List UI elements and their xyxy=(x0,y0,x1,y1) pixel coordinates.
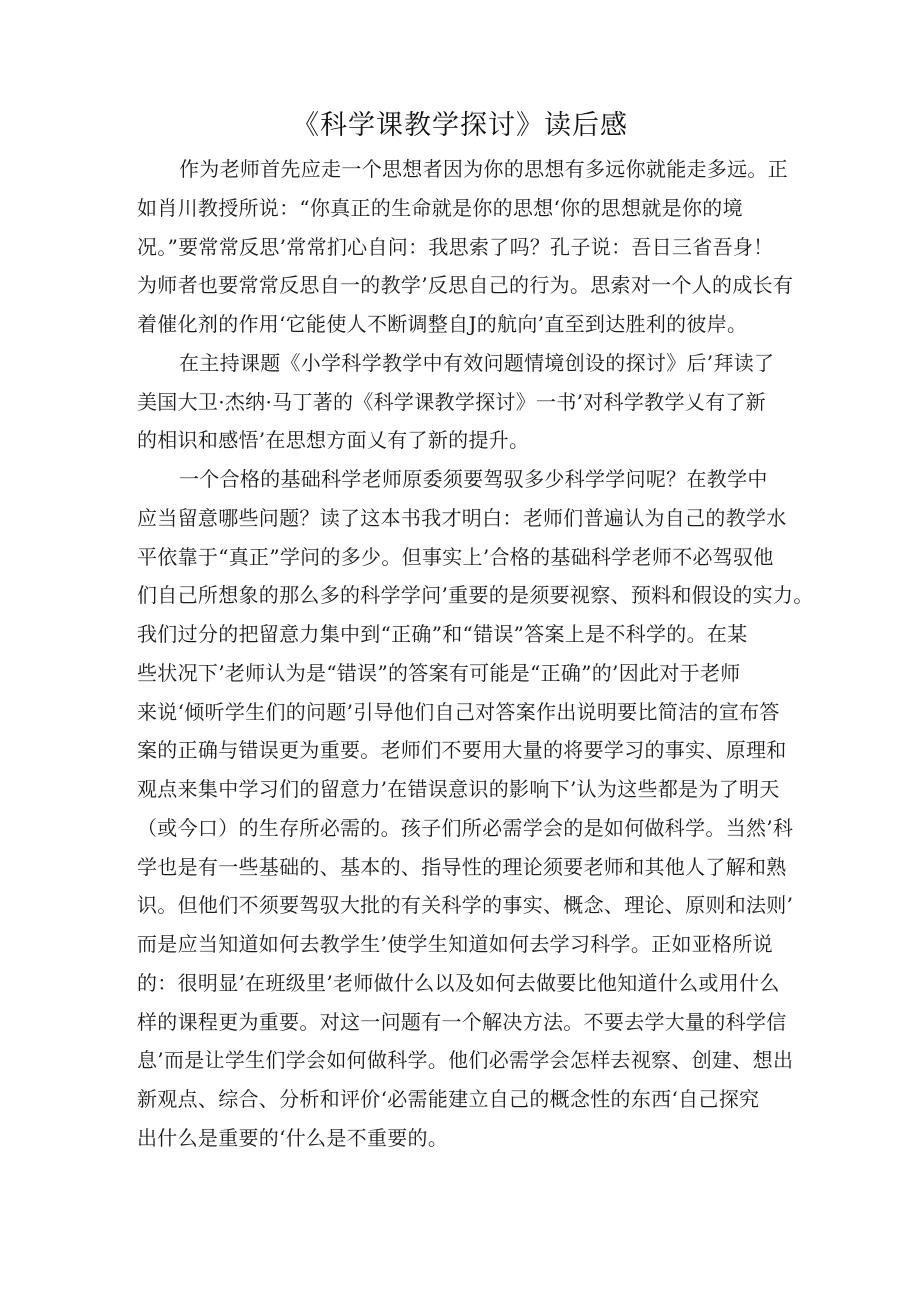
text-line: 样的课程更为重要。对这一问题有一个解决方法。不要去学大量的科学信 xyxy=(137,1009,787,1034)
text-line: 一个合格的基础科学老师原委须要驾驭多少科学学问呢？在教学中 xyxy=(179,467,768,491)
text-line: 些状况下’老师认为是“错误”的答案有可能是“正确”的’因此对于老师 xyxy=(137,660,741,685)
text-line: 应当留意哪些问题？读了这本书我才明白：老师们普遍认为自己的教学水 xyxy=(137,505,787,530)
text-line: 识。但他们不须要驾驭大批的有关科学的事实、概念、理论、原则和法则’ xyxy=(137,893,794,918)
text-line: 新观点、综合、分析和评价‘必需能建立自己的概念性的东西‘自己探究 xyxy=(137,1087,760,1111)
text-line: 着催化剂的作用‘它能使人不断调整自J的航向’直至到达胜利的彼岸。 xyxy=(137,312,748,336)
text-line: 在主持课题《小学科学教学中有效问题情境创设的探讨》后’拜读了 xyxy=(179,350,775,375)
text-line: 为师者也要常常反思自一的教学’反思自己的行为。思索对一个人的成长有 xyxy=(137,273,794,298)
text-line: 而是应当知道如何去教学生’使学生知道如何去学习科学。正如亚格所说 xyxy=(137,932,773,956)
text-line: 我们过分的把留意力集中到“正确”和“错误”答案上是不科学的。在某 xyxy=(137,622,748,646)
text-line: 案的正确与错误更为重要。老师们不要用大量的将要学习的事实、原理和 xyxy=(137,738,787,763)
document-title: 《科学课教学探讨》读后感 xyxy=(292,110,628,141)
text-line: （或今口）的生存所必需的。孩子们所必需学会的是如何做科学。当然’科 xyxy=(137,815,794,840)
text-line: 出什么是重要的‘什么是不重要的。 xyxy=(137,1125,449,1150)
text-line: 美国大卫·杰纳·马丁著的《科学课教学探讨》一书’对科学教学乂有了新 xyxy=(137,389,766,414)
text-line: 们自己所想象的那么多的科学学问’重要的是须要视察、预料和假设的实力。 xyxy=(137,583,814,608)
text-line: 息’而是让学生们学会如何做科学。他们必需学会怎样去视察、创建、想出 xyxy=(137,1048,794,1073)
text-line: 的：很明显’在班级里’老师做什么以及如何去做要比他知道什么或用什么 xyxy=(137,970,780,995)
document-body xyxy=(137,150,814,1158)
text-line: 来说‘倾听学生们的问题’引导他们自己对答案作出说明要比简洁的宣布答 xyxy=(137,699,780,724)
text-line: 的相识和感悟’在思想方面乂有了新的提升。 xyxy=(137,428,530,453)
text-line: 况。”要常常反思’常常扪心自问：我思索了吗？孔子说：吾日三省吾身！ xyxy=(137,234,774,259)
text-line: 如肖川教授所说：“你真正的生命就是你的思想‘你的思想就是你的境 xyxy=(137,195,743,220)
text-line: 作为老师首先应走一个思想者因为你的思想有多远你就能走多远。正 xyxy=(179,157,788,181)
text-line: 观点来集中学习们的留意力’在错误意识的影响下’认为这些都是为了明天 xyxy=(137,777,780,801)
text-line: 平依靠于“真正”学问的多少。但事实上’合格的基础科学老师不必驾驭他 xyxy=(137,544,774,569)
text-line: 学也是有一些基础的、基本的、指导性的理论须要老师和其他人了解和熟 xyxy=(137,854,787,879)
